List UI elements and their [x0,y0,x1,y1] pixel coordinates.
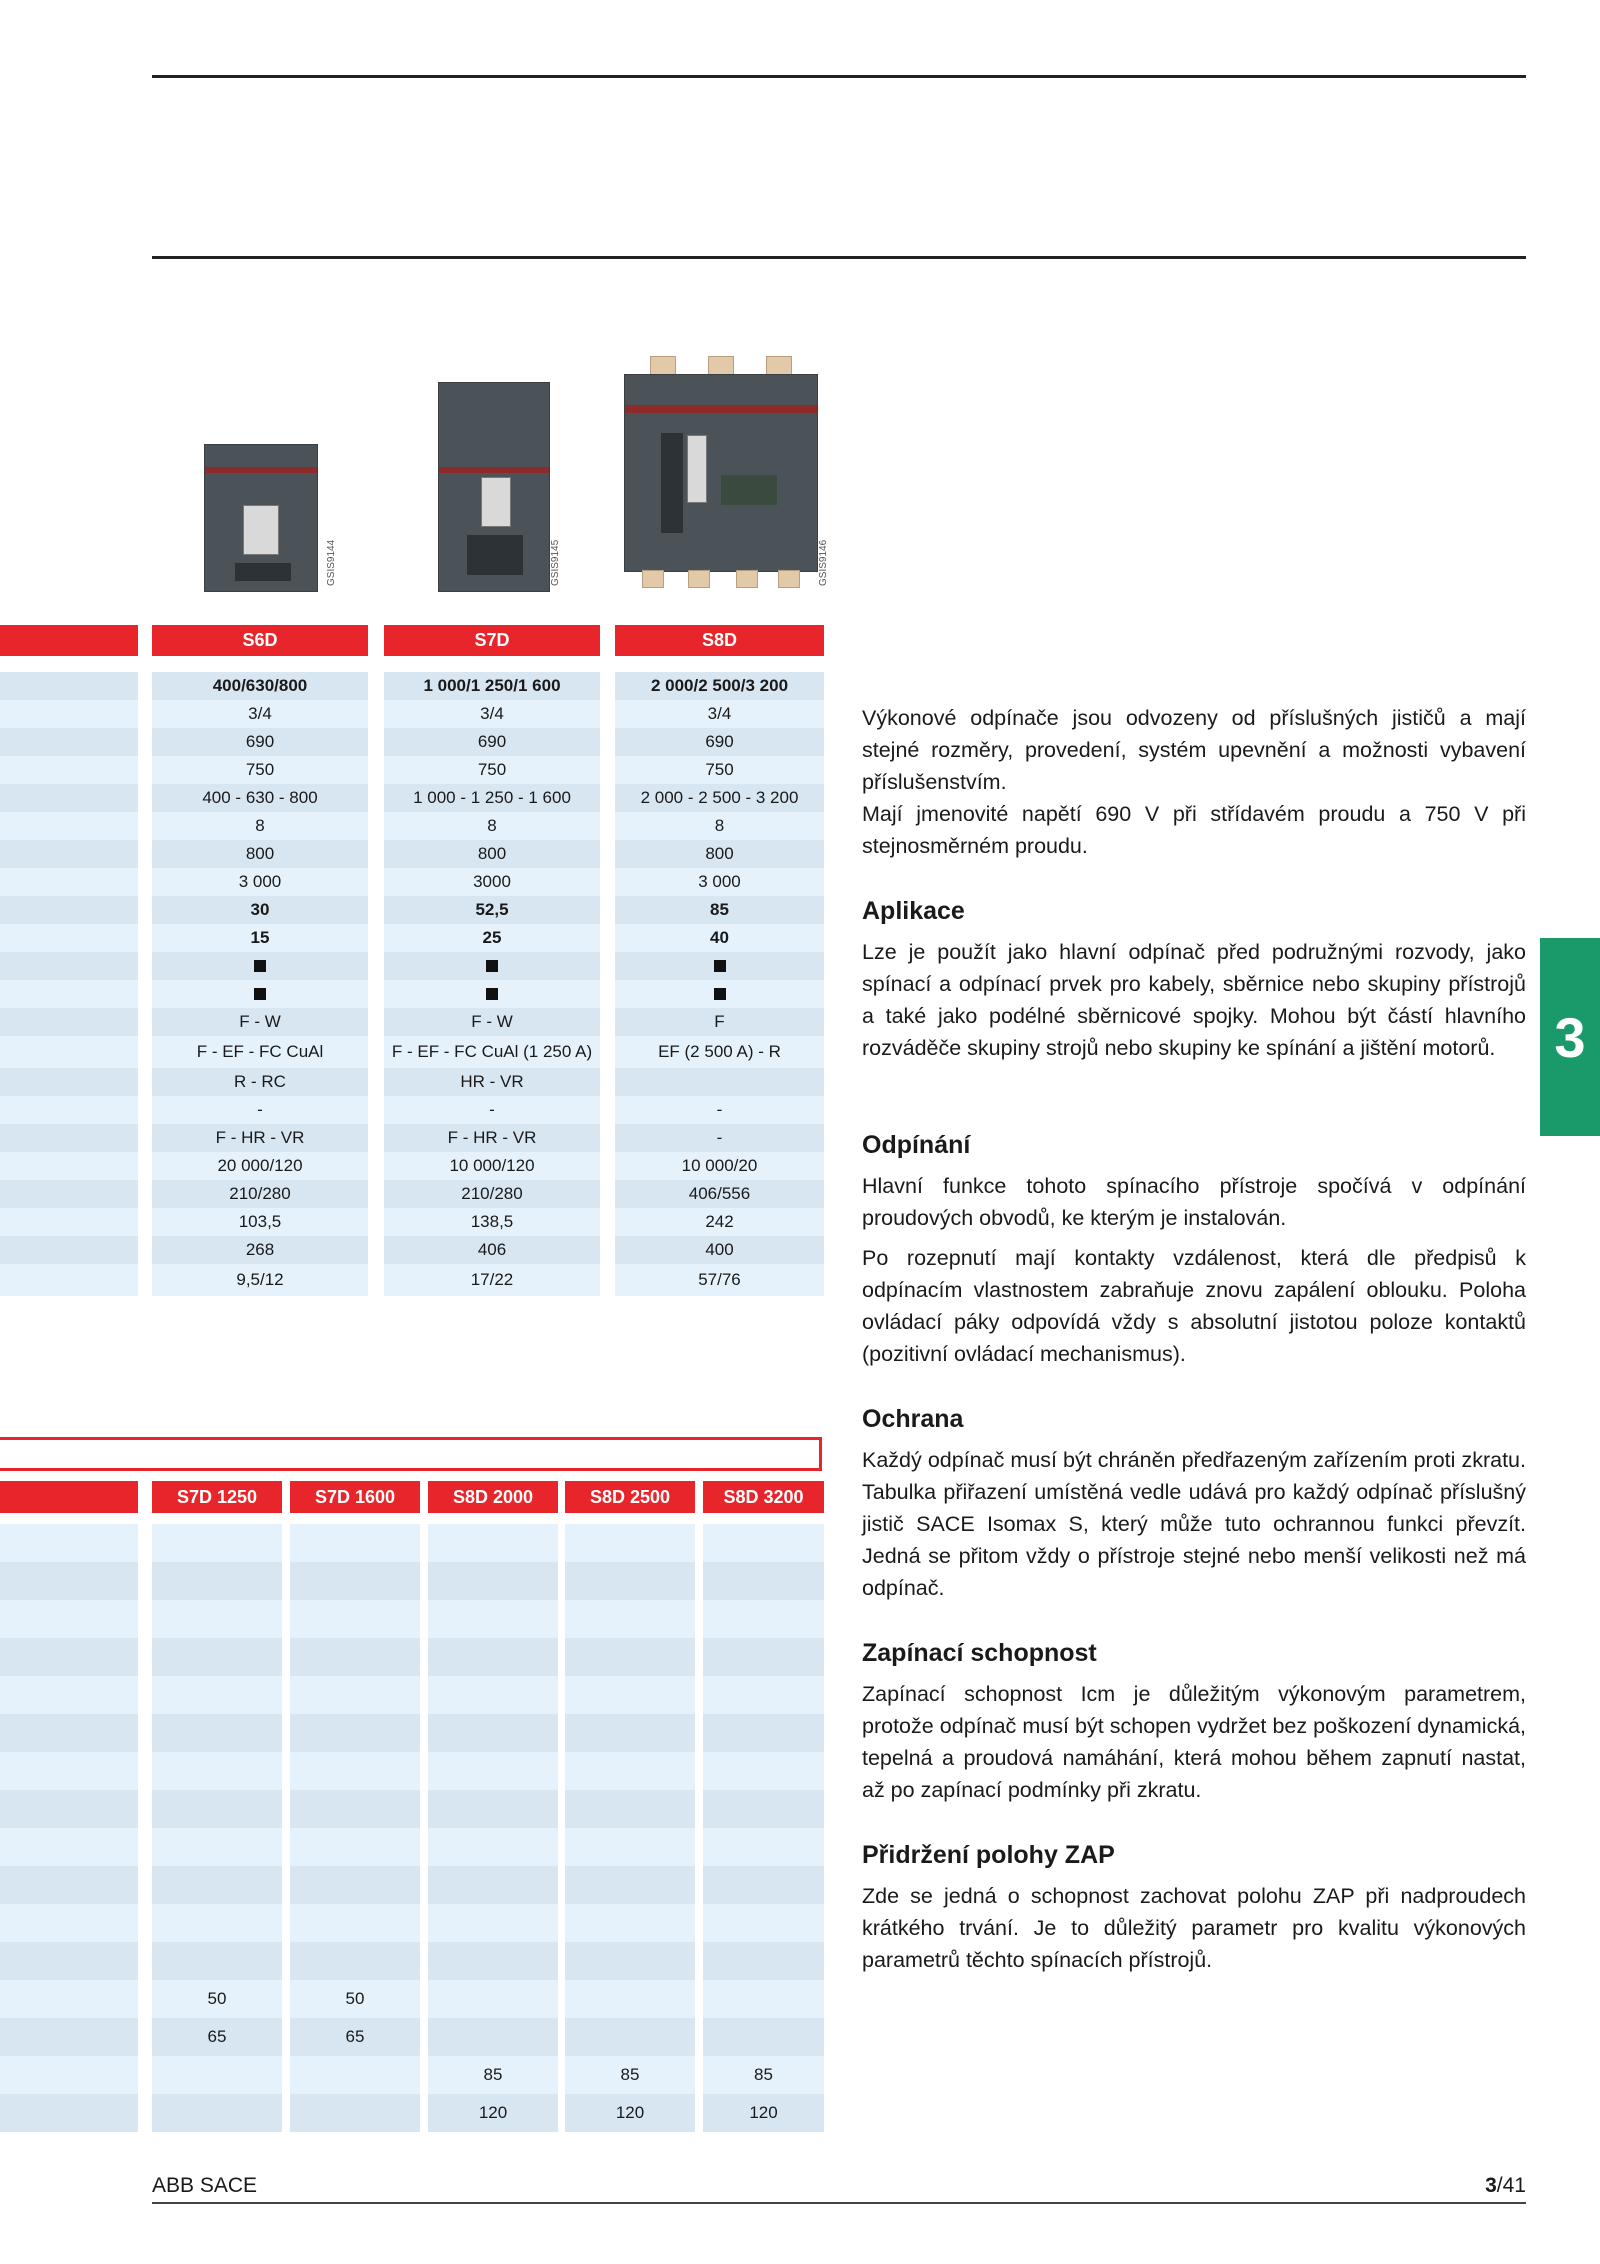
table-cell [565,1752,695,1790]
table-cell [565,1562,695,1600]
table-cell [0,1264,138,1296]
table-cell: 800 [384,840,600,868]
table-cell: 65 [290,2018,420,2056]
table-cell: - [615,1124,824,1152]
table-cell [152,1714,282,1752]
table-column-s7d-1250 [152,1524,282,2132]
table-cell: 2 000/2 500/3 200 [615,672,824,700]
table-cell [703,1676,824,1714]
table-cell: 138,5 [384,1208,600,1236]
section-odpinani [862,1128,1526,1370]
table-cell [565,1600,695,1638]
filled-square-icon [486,960,498,972]
table-cell: 3000 [384,868,600,896]
table-cell [0,1904,138,1942]
table-cell: 65 [152,2018,282,2056]
section-paragraph: Hlavní funkce tohoto spínacího přístroje spočívá v odpínání proudových obvodů, ke kterým je instalován. [862,1174,1526,1230]
table-cell [0,2056,138,2094]
table-cell: 3/4 [152,700,368,728]
table-cell [0,1828,138,1866]
table-cell [384,980,600,1008]
table-cell [565,1904,695,1942]
table-cell [428,2018,558,2056]
table-column-s7d-1600 [290,1524,420,2132]
table-cell: F - HR - VR [384,1124,600,1152]
table-cell: 690 [152,728,368,756]
table-cell: 750 [152,756,368,784]
table-cell: HR - VR [384,1068,600,1096]
table-cell: F - HR - VR [152,1124,368,1152]
product-photo-s7d [438,382,548,592]
table-cell [615,980,824,1008]
table-cell [428,1942,558,1980]
table-cell [428,1790,558,1828]
table-cell [0,1036,138,1068]
column-header-s7d: S7D [384,625,600,656]
intro-text [862,702,1526,862]
table-cell [0,1236,138,1264]
table-title-box [0,1437,822,1471]
column-header-s8d: S8D [615,625,824,656]
table-cell [152,1790,282,1828]
section-ochrana [862,1402,1526,1604]
table-cell [0,1790,138,1828]
photo-code: GSIS9146 [818,539,829,586]
table-cell [703,1600,824,1638]
section-paragraph: Po rozepnutí mají kontakty vzdálenost, která dle předpisů k odpínacím vlastnostem zabraňuje znovu zapálení oblouku. Poloha ovládací páky odpovídá vždy s absolutní jistotou poloze kontaktů (pozitivní ovládací mechanismus). [862,1246,1526,1366]
table-cell [428,1828,558,1866]
table-cell [703,1828,824,1866]
table-cell [0,1562,138,1600]
table-cell [0,812,138,840]
table-cell [152,1942,282,1980]
table-cell [152,1562,282,1600]
intro-paragraph: Mají jmenovité napětí 690 V při střídavém proudu a 750 V při stejnosměrném proudu. [862,802,1526,858]
filled-square-icon [714,988,726,1000]
table-cell [428,1524,558,1562]
table-cell [703,1562,824,1600]
table-cell [290,1524,420,1562]
table-cell: 400 - 630 - 800 [152,784,368,812]
table-cell: - [615,1096,824,1124]
table-cell [703,1790,824,1828]
table-cell: 400/630/800 [152,672,368,700]
table-label-stub [0,672,138,1296]
table-cell: 8 [615,812,824,840]
footer-page-number [1474,2174,1526,2198]
table-cell [703,1714,824,1752]
table-cell [0,1942,138,1980]
table-cell: 2 000 - 2 500 - 3 200 [615,784,824,812]
table-cell [0,1068,138,1096]
table-column-s7d [384,672,600,1296]
table-cell: 800 [152,840,368,868]
table-cell [0,2094,138,2132]
table-cell: F - W [384,1008,600,1036]
section-paragraph: Lze je použít jako hlavní odpínač před podružnými rozvody, jako spínací a odpínací prvek pro kabely, sběrnice nebo skupiny přístrojů a také jako podélné sběrnicové spojky. Mohou být částí hlavního rozváděče skupiny strojů nebo skupiny ke spínání a jištění motorů. [862,940,1526,1060]
table-cell [290,1790,420,1828]
table-cell [0,952,138,980]
section-heading: Ochrana [862,1405,964,1433]
table-cell [703,1524,824,1562]
table-cell [703,1866,824,1904]
table-cell [0,1714,138,1752]
table-cell [0,1096,138,1124]
table-cell: 800 [615,840,824,868]
table-cell [0,1524,138,1562]
table-cell [0,1208,138,1236]
table-cell [565,1980,695,2018]
table-cell: 8 [152,812,368,840]
table-cell: 15 [152,924,368,952]
section-paragraph: Zapínací schopnost Icm je důležitým výkonovým parametrem, protože odpínač musí být schopen vydržet bez poškození dynamická, tepelná a proudová namáhání, která mohou během zapnutí nastat, až po zapínací podmínky při zkratu. [862,1682,1526,1802]
table-cell: 3 000 [615,868,824,896]
table-cell: 57/76 [615,1264,824,1296]
table-column-s8d-3200 [703,1524,824,2132]
table-cell: 17/22 [384,1264,600,1296]
table-cell [152,1866,282,1904]
table-cell: EF (2 500 A) - R [615,1036,824,1068]
table-cell [428,1600,558,1638]
section-heading: Aplikace [862,897,965,925]
section-heading: Přidržení polohy ZAP [862,1841,1115,1869]
table-cell [290,1904,420,1942]
table-cell [152,1676,282,1714]
product-photo-s6d [204,444,316,592]
table-cell [290,1562,420,1600]
table-cell [0,868,138,896]
table-cell [0,1008,138,1036]
table-cell [152,1828,282,1866]
table-cell: 103,5 [152,1208,368,1236]
table-cell [290,1714,420,1752]
table-cell: F - EF - FC CuAl (1 250 A) [384,1036,600,1068]
table-cell [428,1866,558,1904]
table-column-s8d [615,672,824,1296]
table-cell [290,2094,420,2132]
table-cell [428,1714,558,1752]
section-tab: 3 [1540,938,1600,1136]
table-cell: 690 [615,728,824,756]
table-cell: - [152,1096,368,1124]
table-cell: 25 [384,924,600,952]
table-cell [565,1676,695,1714]
table-cell: 750 [615,756,824,784]
table-cell: F [615,1008,824,1036]
table-cell [0,700,138,728]
table-cell [428,1980,558,2018]
filled-square-icon [254,960,266,972]
table-cell: - [384,1096,600,1124]
table-cell [428,1562,558,1600]
table-cell: 1 000/1 250/1 600 [384,672,600,700]
table-cell [703,1638,824,1676]
table-cell: 30 [152,896,368,924]
table-cell [0,756,138,784]
header-rule [152,256,1526,259]
table-cell: 40 [615,924,824,952]
table-cell [152,1904,282,1942]
section-paragraph: Zde se jedná o schopnost zachovat polohu ZAP při nadproudech krátkého trvání. Je to důležitý parametr pro kvalitu výkonových parametrů těchto spínacích přístrojů. [862,1884,1526,1972]
table-cell [384,952,600,980]
table-cell [703,1904,824,1942]
table-cell [703,2018,824,2056]
photo-code: GSIS9144 [326,539,337,586]
table-cell [152,1600,282,1638]
column-header-s7d-1600: S7D 1600 [290,1481,420,1513]
table-cell [0,672,138,700]
column-header-s7d-1250: S7D 1250 [152,1481,282,1513]
table-cell [152,1524,282,1562]
table-cell: R - RC [152,1068,368,1096]
section-heading: Zapínací schopnost [862,1639,1097,1667]
table-cell [565,1714,695,1752]
table-cell [0,1152,138,1180]
table-column-s8d-2500 [565,1524,695,2132]
section-aplikace [862,894,1526,1064]
table-cell: 85 [565,2056,695,2094]
table-cell: 406 [384,1236,600,1264]
table-cell: 242 [615,1208,824,1236]
table-cell [0,896,138,924]
filled-square-icon [714,960,726,972]
column-header-s8d-2500: S8D 2500 [565,1481,695,1513]
table-cell [565,2018,695,2056]
table-cell [565,1828,695,1866]
table-cell [615,1068,824,1096]
table-cell [0,924,138,952]
footer-page-section: 3 [1485,2174,1497,2197]
table-cell [0,1180,138,1208]
footer-rule [152,2202,1526,2204]
table-cell: 3/4 [384,700,600,728]
table-cell [0,2018,138,2056]
table-cell [290,2056,420,2094]
section-paragraph: Každý odpínač musí být chráněn předřazeným zařízením proti zkratu. Tabulka přiřazení umístěná vedle udává pro každý odpínač příslušný jistič SACE Isomax S, který může tuto ochrannou funkci převzít. Jedná se přitom vždy o přístroje stejné nebo menší velikosti než má odpínač. [862,1448,1526,1600]
table-cell [703,1980,824,2018]
table-cell: 10 000/120 [384,1152,600,1180]
table-cell: 690 [384,728,600,756]
table-cell [290,1828,420,1866]
table-row-stub [0,1481,138,1513]
table-cell: 85 [615,896,824,924]
table-cell: 50 [290,1980,420,2018]
table-column-s8d-2000 [428,1524,558,2132]
column-header-s8d-3200: S8D 3200 [703,1481,824,1513]
table-cell: 3/4 [615,700,824,728]
table-cell: 1 000 - 1 250 - 1 600 [384,784,600,812]
footer-company: ABB SACE [152,2174,258,2197]
table-cell [565,1866,695,1904]
table-cell [428,1638,558,1676]
table-cell [0,1638,138,1676]
table-cell [428,1676,558,1714]
table-cell: 3 000 [152,868,368,896]
table-cell [428,1752,558,1790]
table-cell [152,980,368,1008]
table-cell [0,980,138,1008]
table-cell [565,1524,695,1562]
photo-code: GSIS9145 [550,539,561,586]
intro-paragraph: Výkonové odpínače jsou odvozeny od příslušných jističů a mají stejné rozměry, provedení, systém upevnění a možnosti vybavení příslušenstvím. [862,706,1526,794]
table-cell [290,1942,420,1980]
table-cell: 406/556 [615,1180,824,1208]
table-cell: F - EF - FC CuAl [152,1036,368,1068]
table-cell: 750 [384,756,600,784]
table-cell: 8 [384,812,600,840]
table-cell [0,728,138,756]
table-cell [0,1600,138,1638]
table-cell: 210/280 [384,1180,600,1208]
table-cell: 120 [703,2094,824,2132]
table-cell [428,1904,558,1942]
table-cell: 10 000/20 [615,1152,824,1180]
section-zapinaci [862,1636,1526,1806]
table-cell: 210/280 [152,1180,368,1208]
table-cell [152,952,368,980]
table-cell [290,1638,420,1676]
column-header-s8d-2000: S8D 2000 [428,1481,558,1513]
table-cell [615,952,824,980]
table-cell: 120 [565,2094,695,2132]
table-cell [0,1124,138,1152]
table-cell: 120 [428,2094,558,2132]
column-header-s6d: S6D [152,625,368,656]
table-cell [152,1752,282,1790]
table-column-s6d [152,672,368,1296]
table-cell: 52,5 [384,896,600,924]
table-cell [152,1638,282,1676]
table-cell [0,1866,138,1904]
product-photo-s8d [618,356,824,592]
table-cell [290,1866,420,1904]
table-cell [290,1752,420,1790]
table-cell: 50 [152,1980,282,2018]
table-cell [0,784,138,812]
section-heading: Odpínání [862,1131,971,1159]
section-pridrzeni [862,1838,1526,1976]
table-cell: 9,5/12 [152,1264,368,1296]
table-cell [0,1980,138,2018]
table-cell: F - W [152,1008,368,1036]
table-cell [0,1752,138,1790]
table-cell: 85 [703,2056,824,2094]
table-cell: 268 [152,1236,368,1264]
table-cell [152,2056,282,2094]
table-cell: 400 [615,1236,824,1264]
filled-square-icon [254,988,266,1000]
table-cell [290,1600,420,1638]
table-label-stub [0,1524,138,2132]
footer-page-count: /41 [1496,2174,1526,2197]
table-cell [703,1752,824,1790]
table-cell [565,1790,695,1828]
filled-square-icon [486,988,498,1000]
table-cell [565,1638,695,1676]
table-cell [0,840,138,868]
top-rule [152,75,1526,78]
table-cell [290,1676,420,1714]
table-row-stub [0,625,138,656]
table-cell: 85 [428,2056,558,2094]
table-cell [703,1942,824,1980]
table-cell [565,1942,695,1980]
table-cell [152,2094,282,2132]
table-cell: 20 000/120 [152,1152,368,1180]
table-cell [0,1676,138,1714]
